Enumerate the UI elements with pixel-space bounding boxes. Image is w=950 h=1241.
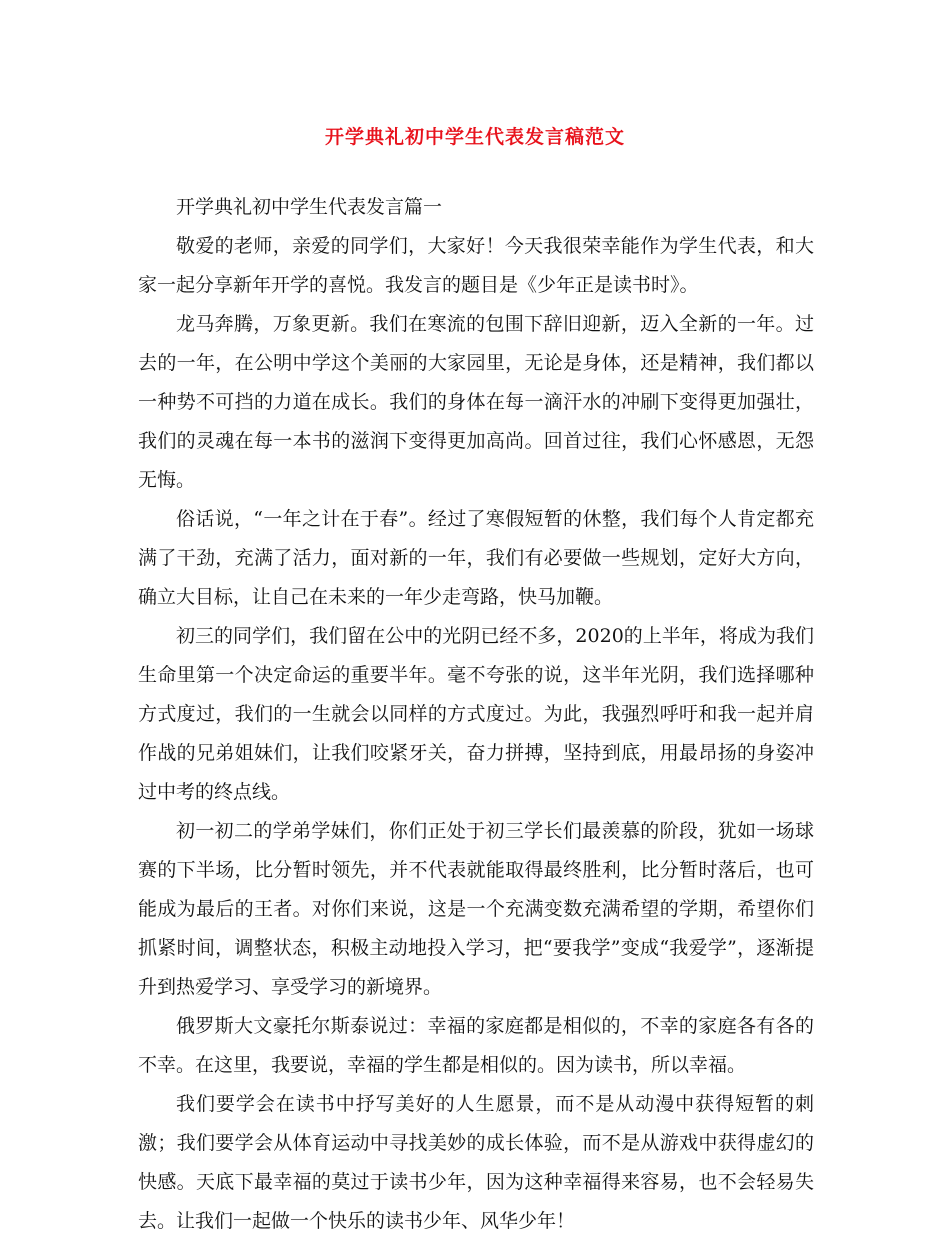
paragraph-5: 初一初二的学弟学妹们，你们正处于初三学长们最羡慕的阶段，犹如一场球赛的下半场，比分暂时领先，并不代表就能取得最终胜利，比分暂时落后，也可能成为最后的王者。对你们来说，这是一个充满变数充满希望的学期，希望你们抓紧时间，调整状态，积极主动地投入学习，把“要我学”变成“我爱学”，逐渐提升到热爱学习、享受学习的新境界。 [138, 820, 814, 998]
paragraph-2: 龙马奔腾，万象更新。我们在寒流的包围下辞旧迎新，迈入全新的一年。过去的一年，在公明中学这个美丽的大家园里，无论是身体，还是精神，我们都以一种势不可挡的力道在成长。我们的身体在每一滴汗水的冲刷下变得更加强壮，我们的灵魂在每一本书的滋润下变得更加高尚。回首过往，我们心怀感恩，无怨无悔。 [138, 313, 814, 491]
paragraph-1: 敬爱的老师，亲爱的同学们，大家好！今天我很荣幸能作为学生代表，和大家一起分享新年开学的喜悦。我发言的题目是《少年正是读书时》。 [138, 235, 814, 296]
section-heading: 开学典礼初中学生代表发言篇一 [176, 196, 443, 218]
paragraph-3: 俗话说，“一年之计在于春”。经过了寒假短暂的休整，我们每个人肯定都充满了干劲，充满了活力，面对新的一年，我们有必要做一些规划，定好大方向，确立大目标，让自己在未来的一年少走弯路，快马加鞭。 [138, 508, 814, 608]
document-title: 开学典礼初中学生代表发言稿范文 [324, 126, 625, 148]
document-body [138, 188, 814, 1241]
paragraph-6: 俄罗斯大文豪托尔斯泰说过：幸福的家庭都是相似的，不幸的家庭各有各的不幸。在这里，我要说，幸福的学生都是相似的。因为读书，所以幸福。 [138, 1015, 814, 1076]
paragraph-7: 我们要学会在读书中抒写美好的人生愿景，而不是从动漫中获得短暂的刺激；我们要学会从体育运动中寻找美妙的成长体验，而不是从游戏中获得虚幻的快感。天底下最幸福的莫过于读书少年，因为这种幸福得来容易，也不会轻易失去。让我们一起做一个快乐的读书少年、风华少年！ [138, 1093, 814, 1232]
paragraph-4: 初三的同学们，我们留在公中的光阴已经不多，2020的上半年，将成为我们生命里第一个决定命运的重要半年。毫不夸张的说，这半年光阴，我们选择哪种方式度过，我们的一生就会以同样的方式度过。为此，我强烈呼吁和我一起并肩作战的兄弟姐妹们，让我们咬紧牙关，奋力拼搏，坚持到底，用最昂扬的身姿冲过中考的终点线。 [138, 625, 814, 803]
